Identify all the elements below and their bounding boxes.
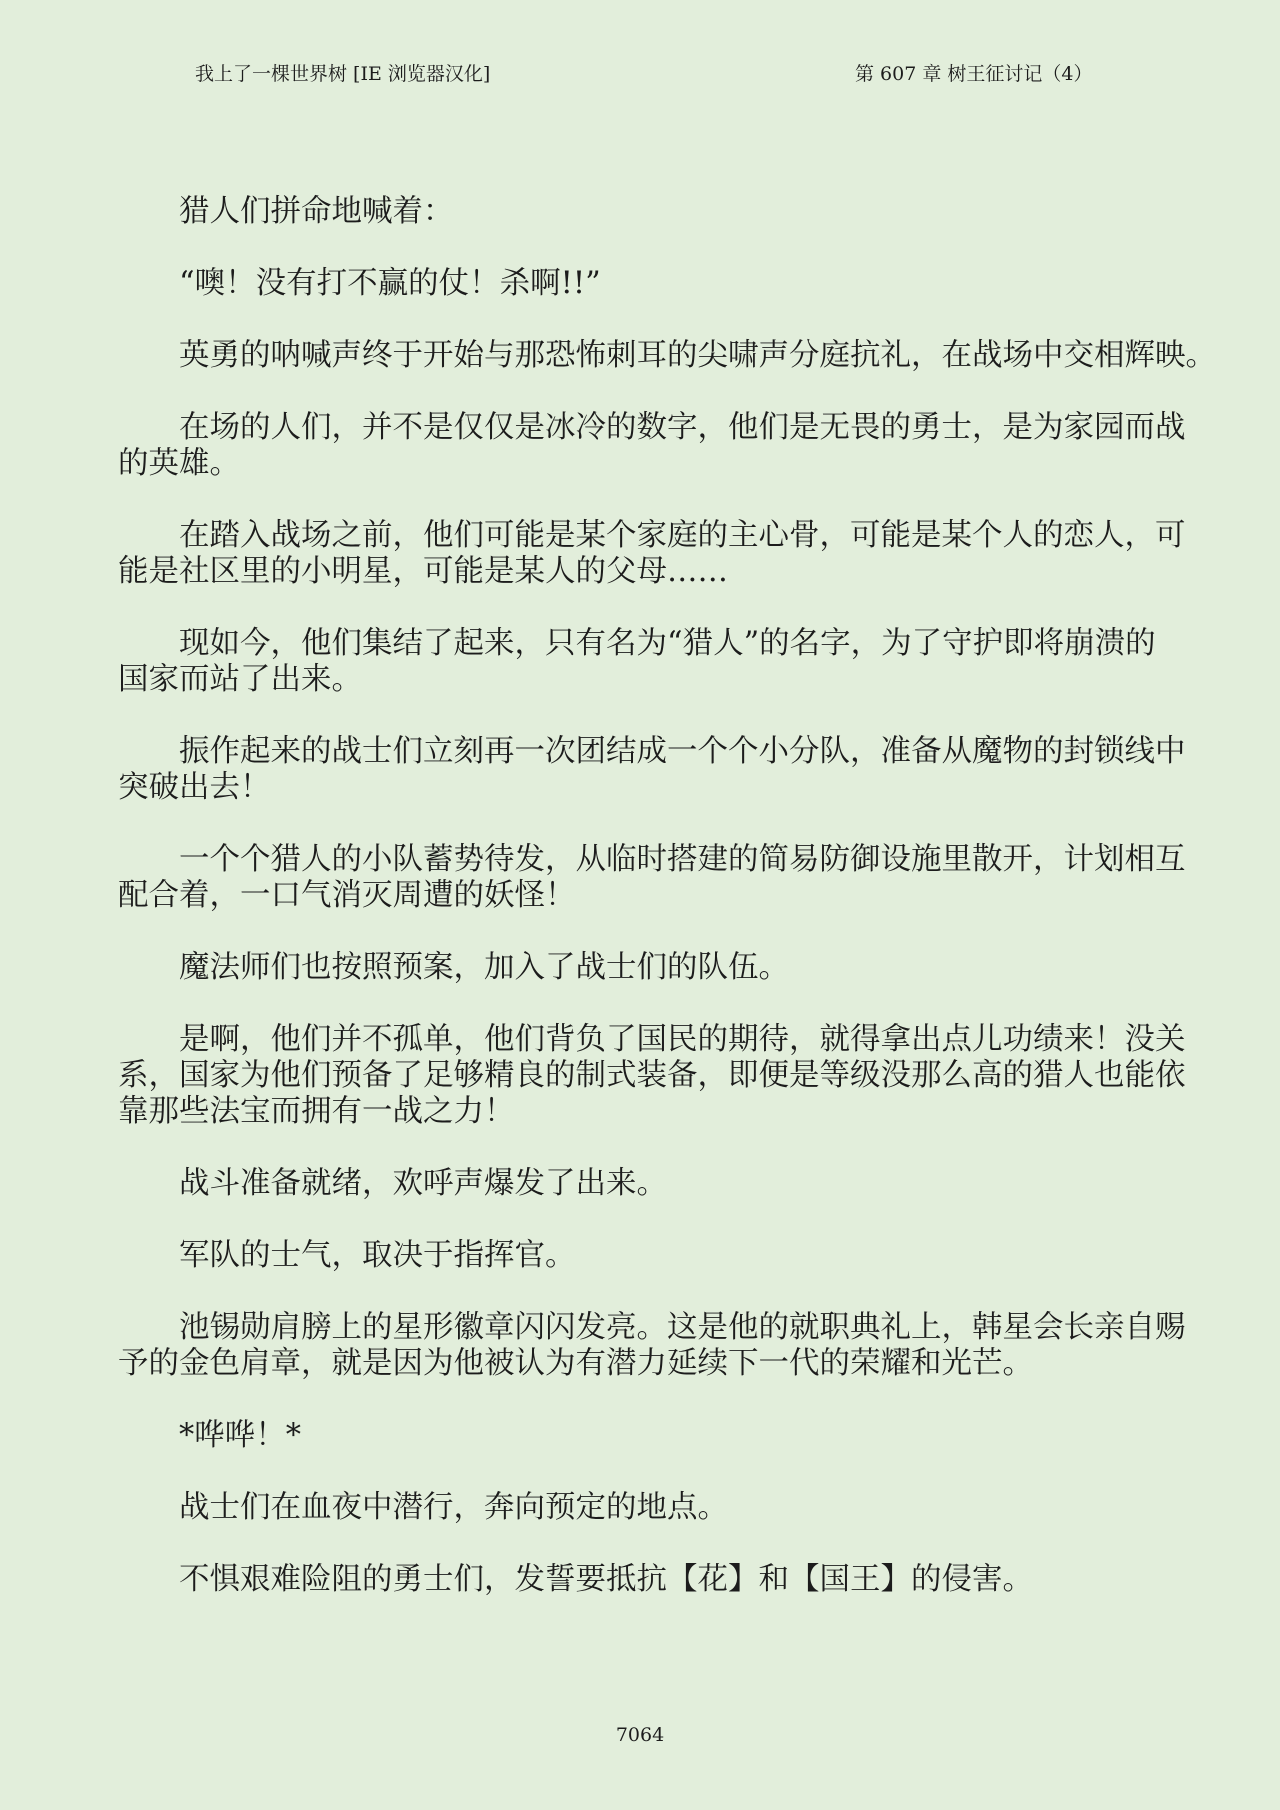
paragraph — [118, 734, 1186, 806]
paragraph — [118, 1238, 1178, 1274]
paragraph-line: 不惧艰难险阻的勇士们，发誓要抵抗【花】和【国王】的侵害。 — [179, 1562, 1033, 1597]
paragraph-line: 魔法师们也按照预案，加入了战士们的队伍。 — [179, 950, 789, 985]
paragraph-line: 战士们在血夜中潜行，奔向预定的地点。 — [179, 1490, 728, 1525]
paragraph-line: 予的金色肩章，就是因为他被认为有潜力延续下一代的荣耀和光芒。 — [118, 1346, 1033, 1381]
paragraph-line: 靠那些法宝而拥有一战之力！ — [118, 1094, 515, 1129]
paragraph — [118, 950, 1178, 986]
paragraph — [118, 1022, 1186, 1130]
paragraph-line: 振作起来的战士们立刻再一次团结成一个个小分队，准备从魔物的封锁线中 — [179, 734, 1186, 769]
paragraph-line: 是啊，他们并不孤单，他们背负了国民的期待，就得拿出点儿功绩来！没关 — [179, 1022, 1186, 1057]
paragraph-line: 英勇的呐喊声终于开始与那恐怖刺耳的尖啸声分庭抗礼，在战场中交相辉映。 — [179, 338, 1216, 373]
paragraph — [118, 518, 1186, 590]
paragraph-line: 能是社区里的小明星，可能是某人的父母…… — [118, 554, 728, 589]
paragraph — [118, 1166, 1178, 1202]
page-number: 7064 — [615, 1724, 665, 1746]
paragraph-line: 一个个猎人的小队蓄势待发，从临时搭建的简易防御设施里散开，计划相互 — [179, 842, 1186, 877]
paragraph — [118, 626, 1178, 698]
book-title-header: 我上了一棵世界树 [IE 浏览器汉化] — [195, 63, 491, 85]
paragraph — [118, 1310, 1186, 1382]
paragraph — [118, 338, 1216, 374]
paragraph — [118, 842, 1186, 914]
paragraph — [118, 1562, 1178, 1598]
paragraph-line: *哗哗！* — [179, 1418, 301, 1453]
paragraph — [118, 410, 1186, 482]
paragraph-line: 在踏入战场之前，他们可能是某个家庭的主心骨，可能是某个人的恋人，可 — [179, 518, 1186, 553]
paragraph-line: 国家而站了出来。 — [118, 662, 362, 697]
paragraph-line: 军队的士气，取决于指挥官。 — [179, 1238, 576, 1273]
chapter-title-header: 第 607 章 树王征讨记（4） — [855, 63, 1093, 85]
paragraph — [118, 194, 1178, 230]
paragraph-line: 战斗准备就绪，欢呼声爆发了出来。 — [179, 1166, 667, 1201]
paragraph-line: 突破出去！ — [118, 770, 271, 805]
paragraph-line: 系，国家为他们预备了足够精良的制式装备，即便是等级没那么高的猎人也能依 — [118, 1058, 1186, 1093]
paragraph — [118, 266, 1178, 302]
paragraph-line: 配合着，一口气消灭周遭的妖怪！ — [118, 878, 576, 913]
paragraph — [118, 1490, 1178, 1526]
paragraph-line: “噢！没有打不赢的仗！杀啊!!” — [179, 266, 601, 301]
paragraph-line: 在场的人们，并不是仅仅是冰冷的数字，他们是无畏的勇士，是为家园而战 — [179, 410, 1186, 445]
paragraph-line: 现如今，他们集结了起来，只有名为“猎人”的名字，为了守护即将崩溃的 — [179, 626, 1156, 661]
paragraph-line: 的英雄。 — [118, 446, 240, 481]
paragraph-line: 猎人们拼命地喊着： — [179, 194, 454, 229]
chapter-body — [118, 194, 1216, 1634]
paragraph-line: 池锡勋肩膀上的星形徽章闪闪发亮。这是他的就职典礼上，韩星会长亲自赐 — [179, 1310, 1186, 1345]
paragraph — [118, 1418, 1178, 1454]
